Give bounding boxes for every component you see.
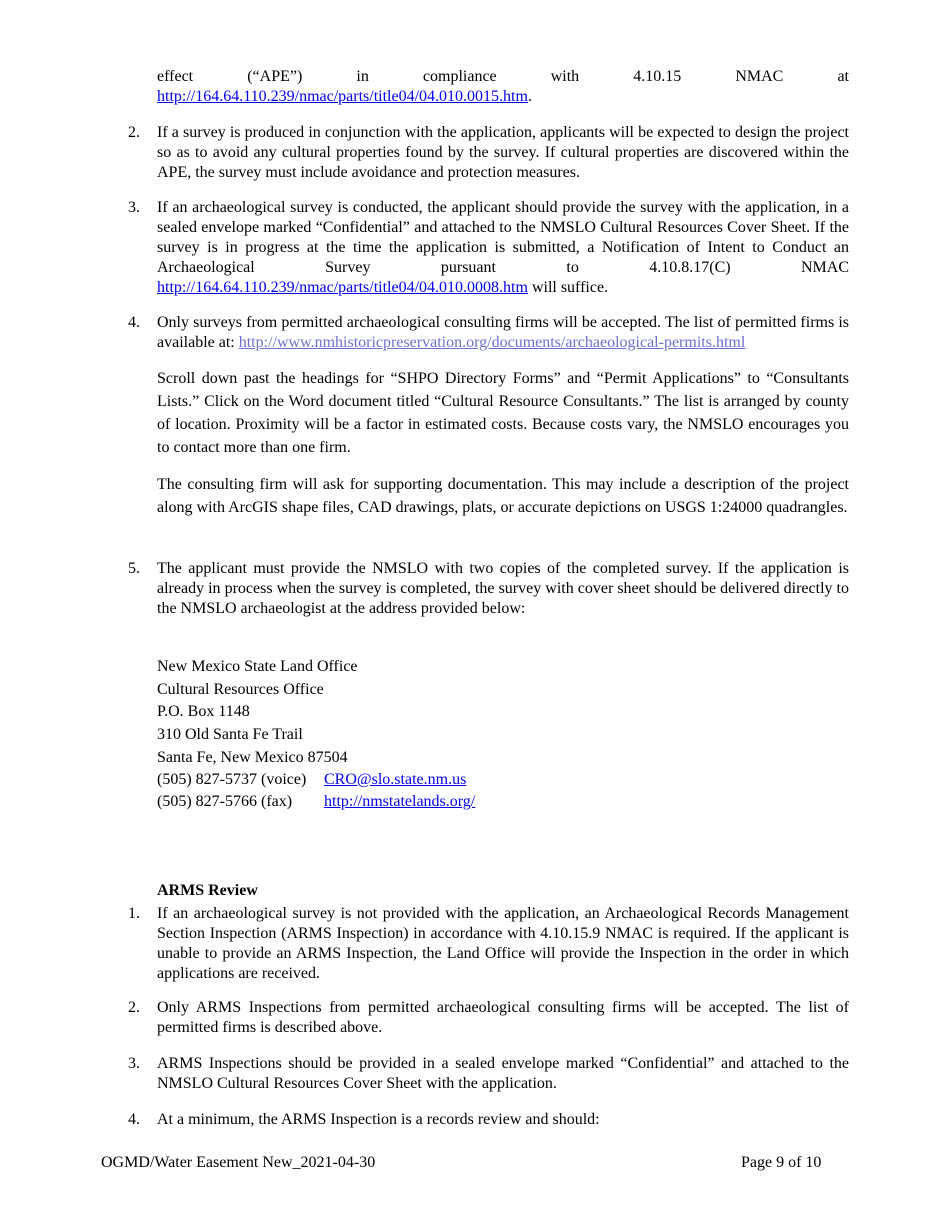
- scroll-instructions-paragraph: Scroll down past the headings for “SHPO Directory Forms” and “Permit Applications” to “Consultants Lists.” Click on the Word document titled “Cultural Resource Consultants.” The list is arranged by county of location. Proximity will be a factor in estimated costs. Because costs vary, the NMSLO encourages you to contact more than one firm.: [157, 370, 849, 456]
- intro-word: effect: [157, 68, 194, 85]
- list-item-text: If an archaeological survey is conducted, the applicant should provide the survey with the application, in a sealed envelope marked “Confidential” and attached to the NMSLO Cultural Resources Cover Sheet. If the survey is in progress at the time the application is submitted, a Notification of Intent to Conduct an Archaeological Survey pursuant to 4.10.8.17(C) NMAC: [157, 199, 849, 276]
- list-item-text: If a survey is produced in conjunction with the application, applicants will be expected to design the project so as to avoid any cultural properties found by the survey. If cultural properties are discovered within the APE, the survey must include avoidance and protection measures.: [157, 124, 849, 181]
- intro-word: NMAC: [735, 68, 784, 85]
- list-item-text: ARMS Inspections should be provided in a sealed envelope marked “Confidential” and attached to the NMSLO Cultural Resources Cover Sheet with the application.: [157, 1055, 849, 1092]
- intro-word: compliance: [422, 68, 497, 85]
- intro-word: (“APE”): [247, 68, 303, 85]
- list-item-permits: [157, 313, 849, 353]
- website-link[interactable]: http://nmstatelands.org/: [324, 793, 476, 810]
- nmac-4-10-8-link[interactable]: http://164.64.110.239/nmac/parts/title04/04.010.0008.htm: [157, 279, 528, 296]
- consulting-firm-paragraph: The consulting firm will ask for supporting documentation. This may include a description of the project along with ArcGIS shape files, CAD drawings, plats, or accurate depictions on USGS 1:24000 quadrangles.: [157, 476, 849, 516]
- intro-first-line: [157, 67, 849, 87]
- footer-page-number: Page 9 of 10: [741, 1154, 822, 1171]
- list-item-text: Only surveys from permitted archaeological consulting firms will be accepted. The list of permitted firms is available at:: [157, 314, 849, 351]
- address-line-city: Santa Fe, New Mexico 87504: [157, 749, 348, 766]
- intro-paragraph: [157, 67, 849, 107]
- address-line-office: New Mexico State Land Office: [157, 658, 358, 675]
- list-item-number: 2.: [128, 999, 140, 1016]
- list-item-number: 1.: [128, 905, 140, 922]
- list-item-number: 2.: [128, 124, 140, 141]
- archaeological-permits-link[interactable]: http://www.nmhistoricpreservation.org/documents/archaeological-permits.html: [238, 334, 746, 351]
- list-item-number: 4.: [128, 314, 140, 331]
- list-item-text: At a minimum, the ARMS Inspection is a records review and should:: [157, 1111, 600, 1128]
- nmac-4-10-15-link[interactable]: http://164.64.110.239/nmac/parts/title04/04.010.0015.htm: [157, 88, 528, 105]
- intro-word: with: [550, 68, 580, 85]
- list-item-text: The applicant must provide the NMSLO with two copies of the completed survey. If the application is already in process when the survey is completed, the survey with cover sheet should be delivered directly to the NMSLO archaeologist at the address provided below:: [157, 560, 849, 617]
- email-link[interactable]: CRO@slo.state.nm.us: [324, 771, 467, 788]
- intro-word: 4.10.15: [633, 68, 682, 85]
- intro-word: at: [837, 68, 849, 85]
- list-item-text: Only ARMS Inspections from permitted archaeological consulting firms will be accepted. The list of permitted firms is described above.: [157, 999, 849, 1036]
- fax-number: (505) 827-5766 (fax): [157, 793, 293, 810]
- intro-word: in: [356, 68, 369, 85]
- list-item-text: If an archaeological survey is not provided with the application, an Archaeological Records Management Section Inspection (ARMS Inspection) in accordance with 4.10.15.9 NMAC is required. If the applicant is unable to provide an ARMS Inspection, the Land Office will provide the Inspection in the order in which applications are received.: [157, 905, 849, 982]
- voice-phone: (505) 827-5737 (voice): [157, 771, 307, 788]
- list-item-survey: [157, 198, 849, 298]
- arms-review-heading: ARMS Review: [157, 882, 258, 899]
- address-line-po-box: P.O. Box 1148: [157, 703, 250, 720]
- address-line-street: 310 Old Santa Fe Trail: [157, 726, 303, 743]
- list-item-number: 3.: [128, 1055, 140, 1072]
- list-item-suffix: will suffice.: [527, 279, 609, 296]
- list-item-number: 5.: [128, 560, 140, 577]
- intro-period: .: [527, 88, 532, 105]
- list-item-number: 3.: [128, 199, 140, 216]
- list-item-number: 4.: [128, 1111, 140, 1128]
- footer-document-id: OGMD/Water Easement New_2021-04-30: [101, 1154, 376, 1171]
- address-line-department: Cultural Resources Office: [157, 681, 324, 698]
